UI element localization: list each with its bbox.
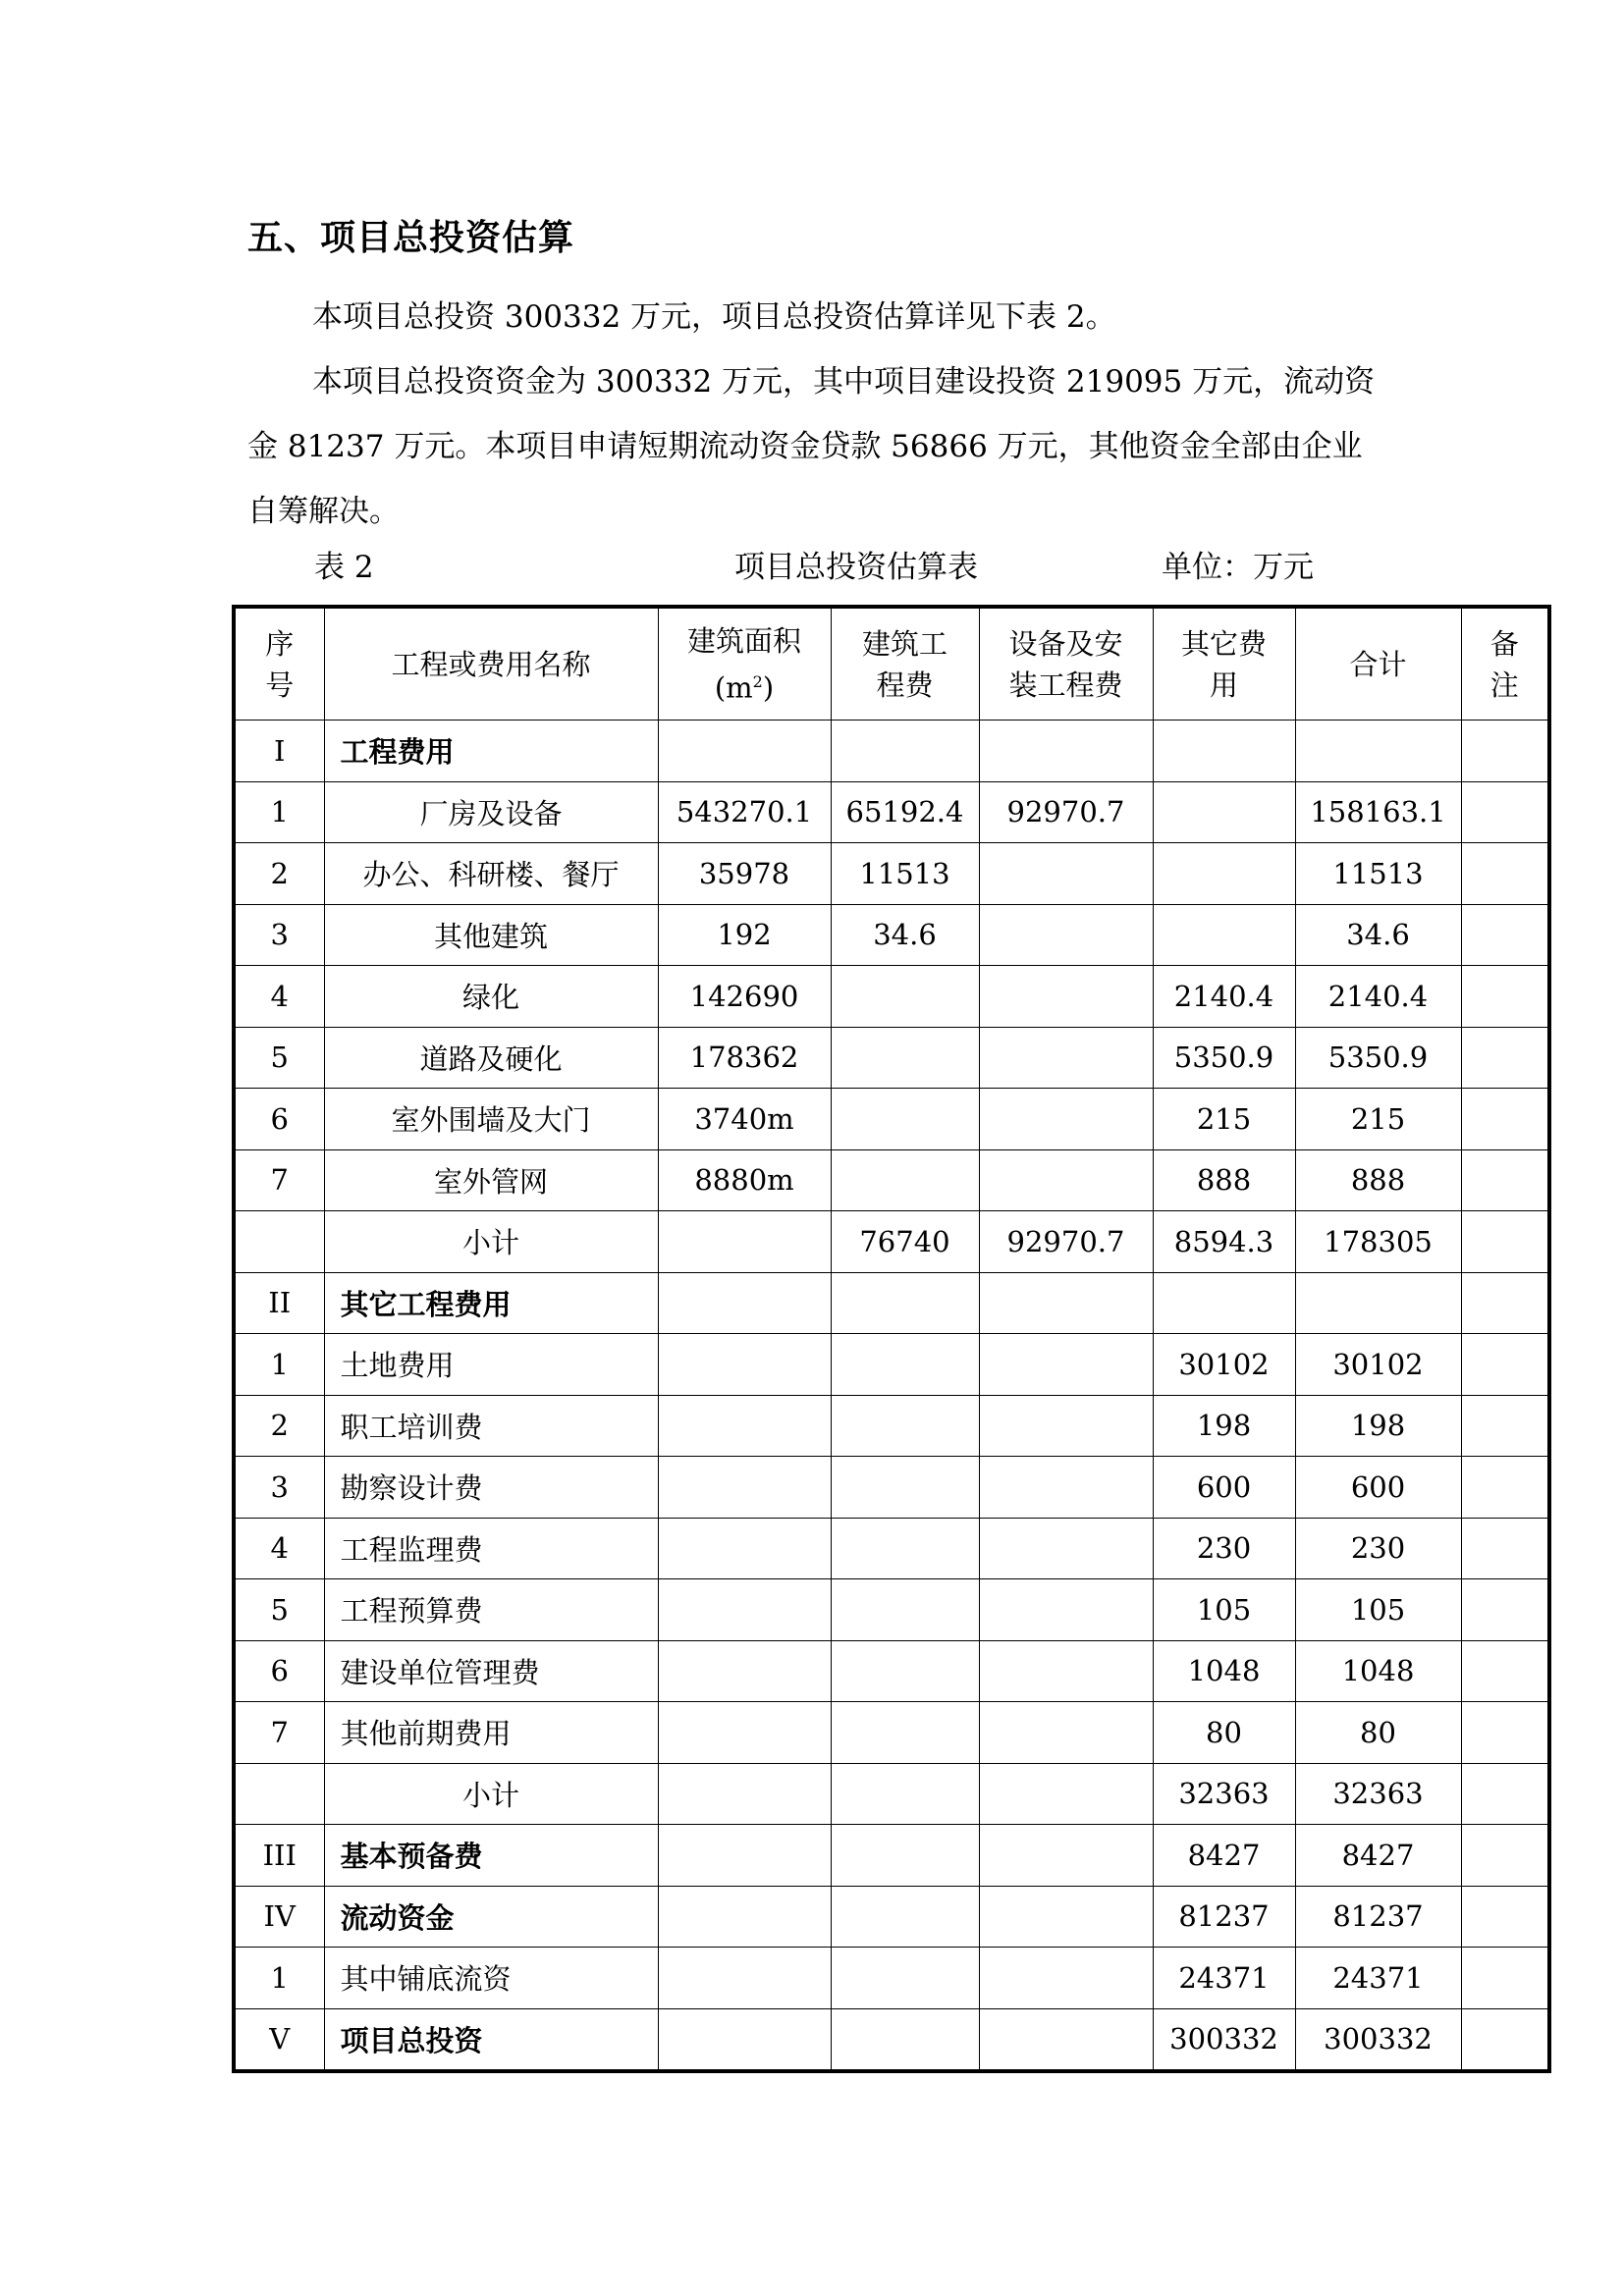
table-row [234, 1948, 1549, 2009]
cell-other: 81237 [1153, 1886, 1295, 1948]
cell-name: 其他前期费用 [324, 1702, 658, 1764]
cell-name: 项目总投资 [324, 2008, 658, 2071]
cell-total [1295, 1272, 1461, 1334]
cell-total: 888 [1295, 1149, 1461, 1211]
cell-total [1295, 721, 1461, 782]
cell-area [658, 1763, 831, 1825]
cell-other: 105 [1153, 1579, 1295, 1641]
cell-seq: 1 [234, 1948, 324, 2009]
cell-seq: 1 [234, 1334, 324, 1396]
cell-construction [831, 1948, 979, 2009]
table-caption-unit: 单位：万元 [1162, 550, 1314, 585]
cell-seq [234, 1211, 324, 1273]
cell-other [1153, 1272, 1295, 1334]
cell-name: 勘察设计费 [324, 1457, 658, 1519]
cell-remark [1461, 2008, 1549, 2071]
cell-total: 1048 [1295, 1640, 1461, 1702]
cell-construction: 11513 [831, 843, 979, 905]
table-caption-title: 项目总投资估算表 [734, 550, 978, 585]
cell-other: 80 [1153, 1702, 1295, 1764]
cell-area [658, 1825, 831, 1887]
cell-seq: 6 [234, 1089, 324, 1150]
header-area-sup: 2 [752, 671, 763, 691]
header-equipment-text: 设备及安装工程费 [1008, 626, 1123, 702]
cell-area [658, 1886, 831, 1948]
cell-construction [831, 1395, 979, 1457]
cell-total: 8427 [1295, 1825, 1461, 1887]
cell-equipment [979, 1518, 1153, 1579]
cell-equipment [979, 1334, 1153, 1396]
table-caption-label: 表 2 [314, 550, 374, 585]
cell-construction [831, 1089, 979, 1150]
cell-name: 工程预算费 [324, 1579, 658, 1641]
cell-construction [831, 1825, 979, 1887]
cell-seq: 3 [234, 904, 324, 966]
cell-other: 1048 [1153, 1640, 1295, 1702]
cell-remark [1461, 781, 1549, 843]
cell-remark [1461, 1825, 1549, 1887]
cell-equipment [979, 1886, 1153, 1948]
cell-remark [1461, 1702, 1549, 1764]
cell-seq: IV [234, 1886, 324, 1948]
cell-area [658, 1702, 831, 1764]
cell-area [658, 1579, 831, 1641]
cell-name: 基本预备费 [324, 1825, 658, 1887]
cell-total: 32363 [1295, 1763, 1461, 1825]
cell-area [658, 1211, 831, 1273]
header-area [658, 607, 831, 721]
cell-seq: 2 [234, 1395, 324, 1457]
cell-name: 厂房及设备 [324, 781, 658, 843]
cell-seq: 4 [234, 966, 324, 1028]
cell-area: 178362 [658, 1027, 831, 1089]
cell-other: 8427 [1153, 1825, 1295, 1887]
header-area-text [684, 620, 804, 709]
cell-area [658, 1518, 831, 1579]
table-row [234, 781, 1549, 843]
cell-area [658, 1334, 831, 1396]
cell-remark [1461, 1211, 1549, 1273]
cell-area: 35978 [658, 843, 831, 905]
cell-area: 543270.1 [658, 781, 831, 843]
section-heading: 五、项目总投资估算 [247, 218, 575, 258]
cell-total: 158163.1 [1295, 781, 1461, 843]
cell-other [1153, 904, 1295, 966]
table-row [234, 843, 1549, 905]
cell-total: 30102 [1295, 1334, 1461, 1396]
cell-equipment [979, 1089, 1153, 1150]
cell-remark [1461, 1886, 1549, 1948]
cell-name: 小计 [324, 1763, 658, 1825]
cell-area: 3740m [658, 1089, 831, 1150]
table-header-row [234, 607, 1549, 721]
table-row [234, 1518, 1549, 1579]
cell-other: 888 [1153, 1149, 1295, 1211]
cell-name: 工程监理费 [324, 1518, 658, 1579]
cell-equipment: 92970.7 [979, 1211, 1153, 1273]
cell-total: 215 [1295, 1089, 1461, 1150]
cell-seq: II [234, 1272, 324, 1334]
cell-name: 建设单位管理费 [324, 1640, 658, 1702]
cell-total: 5350.9 [1295, 1027, 1461, 1089]
cell-construction [831, 1886, 979, 1948]
header-equipment [979, 607, 1153, 721]
cell-other [1153, 781, 1295, 843]
table-row [234, 1579, 1549, 1641]
cell-other: 8594.3 [1153, 1211, 1295, 1273]
cell-area [658, 1395, 831, 1457]
header-seq [234, 607, 324, 721]
header-construction-text: 建筑工程费 [861, 626, 947, 702]
cell-construction [831, 1272, 979, 1334]
table-row [234, 966, 1549, 1028]
cell-construction [831, 1640, 979, 1702]
table-row [234, 2008, 1549, 2071]
cell-seq [234, 1763, 324, 1825]
header-total: 合计 [1295, 607, 1461, 721]
cell-construction [831, 1149, 979, 1211]
header-other-text: 其它费用 [1180, 626, 1267, 702]
cell-name: 道路及硬化 [324, 1027, 658, 1089]
cell-name: 流动资金 [324, 1886, 658, 1948]
cell-equipment [979, 1640, 1153, 1702]
cell-remark [1461, 904, 1549, 966]
cell-equipment [979, 1579, 1153, 1641]
cell-construction [831, 1457, 979, 1519]
header-area-label: 建筑面积(m [686, 623, 801, 705]
cell-seq: 3 [234, 1457, 324, 1519]
cell-other: 2140.4 [1153, 966, 1295, 1028]
cell-total: 2140.4 [1295, 966, 1461, 1028]
header-remark [1461, 607, 1549, 721]
cell-other: 32363 [1153, 1763, 1295, 1825]
paragraph-funding: 本项目总投资资金为 300332 万元，其中项目建设投资 219095 万元，流动资金 81237 万元。本项目申请短期流动资金贷款 56866 万元，其他资金全部由企业自筹解决。 [247, 364, 1376, 529]
cell-other: 24371 [1153, 1948, 1295, 2009]
cell-name: 室外围墙及大门 [324, 1089, 658, 1150]
cell-equipment [979, 1272, 1153, 1334]
table-row [234, 1149, 1549, 1211]
cell-construction [831, 721, 979, 782]
cell-area [658, 721, 831, 782]
cell-other: 300332 [1153, 2008, 1295, 2071]
cell-total: 81237 [1295, 1886, 1461, 1948]
investment-estimate-table [232, 605, 1551, 2073]
cell-seq: 1 [234, 781, 324, 843]
cell-name: 室外管网 [324, 1149, 658, 1211]
cell-equipment [979, 2008, 1153, 2071]
table-row [234, 1457, 1549, 1519]
table-row [234, 1763, 1549, 1825]
cell-equipment [979, 1948, 1153, 2009]
cell-remark [1461, 1457, 1549, 1519]
cell-total: 178305 [1295, 1211, 1461, 1273]
cell-name: 其中铺底流资 [324, 1948, 658, 2009]
cell-equipment [979, 1395, 1153, 1457]
cell-remark [1461, 1149, 1549, 1211]
cell-total: 198 [1295, 1395, 1461, 1457]
cell-remark [1461, 1334, 1549, 1396]
cell-equipment [979, 843, 1153, 905]
cell-remark [1461, 1272, 1549, 1334]
header-name: 工程或费用名称 [324, 607, 658, 721]
table-row [234, 1702, 1549, 1764]
cell-other: 230 [1153, 1518, 1295, 1579]
cell-total: 105 [1295, 1579, 1461, 1641]
cell-construction [831, 1579, 979, 1641]
cell-construction [831, 1334, 979, 1396]
cell-area: 142690 [658, 966, 831, 1028]
cell-equipment [979, 1149, 1153, 1211]
cell-equipment [979, 1763, 1153, 1825]
cell-equipment [979, 1457, 1153, 1519]
cell-equipment: 92970.7 [979, 781, 1153, 843]
header-construction [831, 607, 979, 721]
cell-remark [1461, 1579, 1549, 1641]
cell-seq: 7 [234, 1149, 324, 1211]
table-body [234, 721, 1549, 2072]
table-row [234, 1886, 1549, 1948]
cell-seq: 5 [234, 1579, 324, 1641]
cell-area [658, 1948, 831, 2009]
cell-area [658, 1272, 831, 1334]
cell-other [1153, 843, 1295, 905]
cell-total: 34.6 [1295, 904, 1461, 966]
cell-seq: 2 [234, 843, 324, 905]
cell-remark [1461, 966, 1549, 1028]
cell-remark [1461, 721, 1549, 782]
cell-seq: 7 [234, 1702, 324, 1764]
cell-equipment [979, 1825, 1153, 1887]
cell-construction: 34.6 [831, 904, 979, 966]
header-seq-text: 序号 [265, 626, 295, 702]
cell-remark [1461, 1027, 1549, 1089]
paragraph-total-investment: 本项目总投资 300332 万元，项目总投资估算详见下表 2。 [312, 299, 1116, 335]
cell-total: 80 [1295, 1702, 1461, 1764]
cell-total: 11513 [1295, 843, 1461, 905]
cell-area [658, 2008, 831, 2071]
cell-total: 300332 [1295, 2008, 1461, 2071]
cell-seq: 4 [234, 1518, 324, 1579]
cell-equipment [979, 966, 1153, 1028]
table-row [234, 1089, 1549, 1150]
table-row [234, 1825, 1549, 1887]
cell-other: 198 [1153, 1395, 1295, 1457]
cell-construction: 65192.4 [831, 781, 979, 843]
cell-name: 其它工程费用 [324, 1272, 658, 1334]
cell-remark [1461, 1763, 1549, 1825]
cell-total: 24371 [1295, 1948, 1461, 2009]
cell-construction [831, 1027, 979, 1089]
cell-equipment [979, 1702, 1153, 1764]
cell-seq: I [234, 721, 324, 782]
cell-construction [831, 1702, 979, 1764]
table-row [234, 1272, 1549, 1334]
cell-remark [1461, 1948, 1549, 2009]
cell-construction [831, 1763, 979, 1825]
cell-construction: 76740 [831, 1211, 979, 1273]
header-remark-text: 备注 [1489, 626, 1519, 702]
cell-area [658, 1640, 831, 1702]
cell-name: 绿化 [324, 966, 658, 1028]
header-area-close: ) [762, 670, 775, 705]
cell-seq: 6 [234, 1640, 324, 1702]
cell-equipment [979, 721, 1153, 782]
cell-name: 土地费用 [324, 1334, 658, 1396]
cell-other: 600 [1153, 1457, 1295, 1519]
cell-remark [1461, 1640, 1549, 1702]
cell-other: 30102 [1153, 1334, 1295, 1396]
cell-name: 工程费用 [324, 721, 658, 782]
cell-name: 小计 [324, 1211, 658, 1273]
cell-seq: III [234, 1825, 324, 1887]
cell-seq: 5 [234, 1027, 324, 1089]
cell-area: 8880m [658, 1149, 831, 1211]
table-row [234, 1027, 1549, 1089]
cell-seq: V [234, 2008, 324, 2071]
cell-remark [1461, 1395, 1549, 1457]
cell-remark [1461, 1518, 1549, 1579]
cell-area: 192 [658, 904, 831, 966]
table-row [234, 1395, 1549, 1457]
cell-name: 职工培训费 [324, 1395, 658, 1457]
header-other [1153, 607, 1295, 721]
cell-total: 230 [1295, 1518, 1461, 1579]
cell-construction [831, 2008, 979, 2071]
cell-name: 其他建筑 [324, 904, 658, 966]
cell-equipment [979, 904, 1153, 966]
table-row [234, 904, 1549, 966]
cell-construction [831, 966, 979, 1028]
cell-remark [1461, 843, 1549, 905]
table-row [234, 721, 1549, 782]
table-row [234, 1640, 1549, 1702]
cell-construction [831, 1518, 979, 1579]
cell-remark [1461, 1089, 1549, 1150]
cell-other: 5350.9 [1153, 1027, 1295, 1089]
cell-other [1153, 721, 1295, 782]
cell-area [658, 1457, 831, 1519]
cell-name: 办公、科研楼、餐厅 [324, 843, 658, 905]
table-row [234, 1334, 1549, 1396]
cell-total: 600 [1295, 1457, 1461, 1519]
cell-other: 215 [1153, 1089, 1295, 1150]
table-row [234, 1211, 1549, 1273]
cell-equipment [979, 1027, 1153, 1089]
